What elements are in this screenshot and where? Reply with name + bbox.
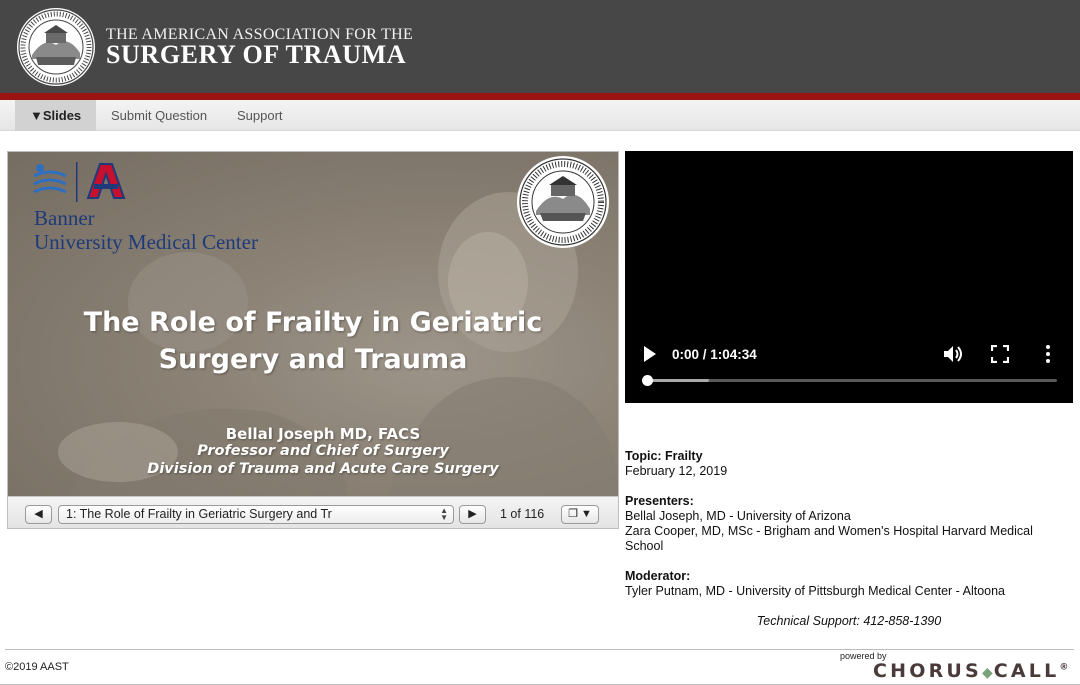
- header-accent-rule: [0, 93, 1080, 100]
- slide-role-line1: Professor and Chief of Surgery: [197, 443, 449, 459]
- tab-slides[interactable]: ▼Slides: [15, 100, 96, 131]
- topic-label: Topic: Frailty: [625, 449, 703, 463]
- moderator: Tyler Putnam, MD - University of Pittsburgh Medical Center - Altoona: [625, 584, 1006, 598]
- slide-select[interactable]: [58, 505, 454, 524]
- banner-name-line1: Banner: [34, 206, 95, 230]
- chorus-call-logo-mark: ®: [1059, 662, 1069, 673]
- site-header: [0, 0, 1080, 93]
- volume-icon[interactable]: [943, 344, 965, 364]
- powered-by-label: powered by: [840, 651, 887, 661]
- slide-image: [8, 152, 618, 496]
- nav-bar: [0, 100, 1080, 131]
- presenter-1: Bellal Joseph, MD - University of Arizona: [625, 509, 851, 523]
- chorus-call-logo-left: CHORUS: [873, 660, 982, 682]
- video-buffer-bar: [647, 379, 709, 382]
- footer-divider: [5, 649, 1074, 650]
- video-time: 0:00 / 1:04:34: [672, 347, 757, 362]
- slide-controls: [8, 496, 618, 528]
- chorus-call-logo: [873, 660, 1068, 682]
- diamond-icon: ◆: [981, 665, 994, 681]
- prev-slide-button[interactable]: ◀: [25, 505, 52, 524]
- copyright: ©2019 AAST: [5, 661, 69, 673]
- video-seek-bar[interactable]: [647, 379, 1057, 382]
- next-slide-button[interactable]: ▶: [459, 505, 486, 524]
- popout-menu-button[interactable]: ❐ ▼: [561, 505, 599, 524]
- more-options-icon[interactable]: [1043, 344, 1053, 364]
- slide-title: [8, 304, 618, 378]
- select-arrows-icon: ▲ ▼: [440, 506, 448, 522]
- event-info: [625, 449, 1065, 599]
- banner-name-line2: University Medical Center: [34, 230, 258, 254]
- video-seek-handle[interactable]: [642, 375, 653, 386]
- slide-counter: 1 of 116: [500, 507, 545, 521]
- tab-submit-question[interactable]: Submit Question: [111, 108, 208, 123]
- slide-viewer: [7, 151, 619, 529]
- slide-role-line2: Division of Trauma and Acute Care Surgery: [147, 461, 499, 477]
- video-player[interactable]: [625, 151, 1073, 403]
- org-name-line2: SURGERY OF TRAUMA: [106, 40, 407, 69]
- technical-support: Technical Support: 412-858-1390: [756, 614, 942, 628]
- banner-university-logo-icon: [30, 160, 130, 204]
- org-name-line1: THE AMERICAN ASSOCIATION FOR THE: [106, 26, 414, 43]
- slide-seal-icon: [516, 155, 610, 249]
- moderator-label: Moderator:: [625, 569, 691, 583]
- aast-seal-icon: [16, 7, 96, 87]
- slide-title-line1: The Role of Frailty in Geriatric: [83, 307, 543, 338]
- fullscreen-icon[interactable]: [991, 345, 1009, 363]
- tab-support[interactable]: Support: [237, 108, 283, 123]
- slide-title-line2: Surgery and Trauma: [158, 344, 468, 375]
- slide-presenter: Bellal Joseph MD, FACS: [225, 425, 421, 443]
- event-date: February 12, 2019: [625, 464, 728, 478]
- slide-select-value: 1: The Role of Frailty in Geriatric Surgery and Tr: [66, 507, 332, 521]
- play-icon[interactable]: [642, 344, 658, 364]
- banner-name: [34, 206, 258, 254]
- presenters-label: Presenters:: [625, 494, 694, 508]
- presenter-2: Zara Cooper, MD, MSc - Brigham and Women's Hospital Harvard Medical School: [625, 524, 1033, 553]
- chorus-call-logo-right: CALL: [993, 660, 1060, 682]
